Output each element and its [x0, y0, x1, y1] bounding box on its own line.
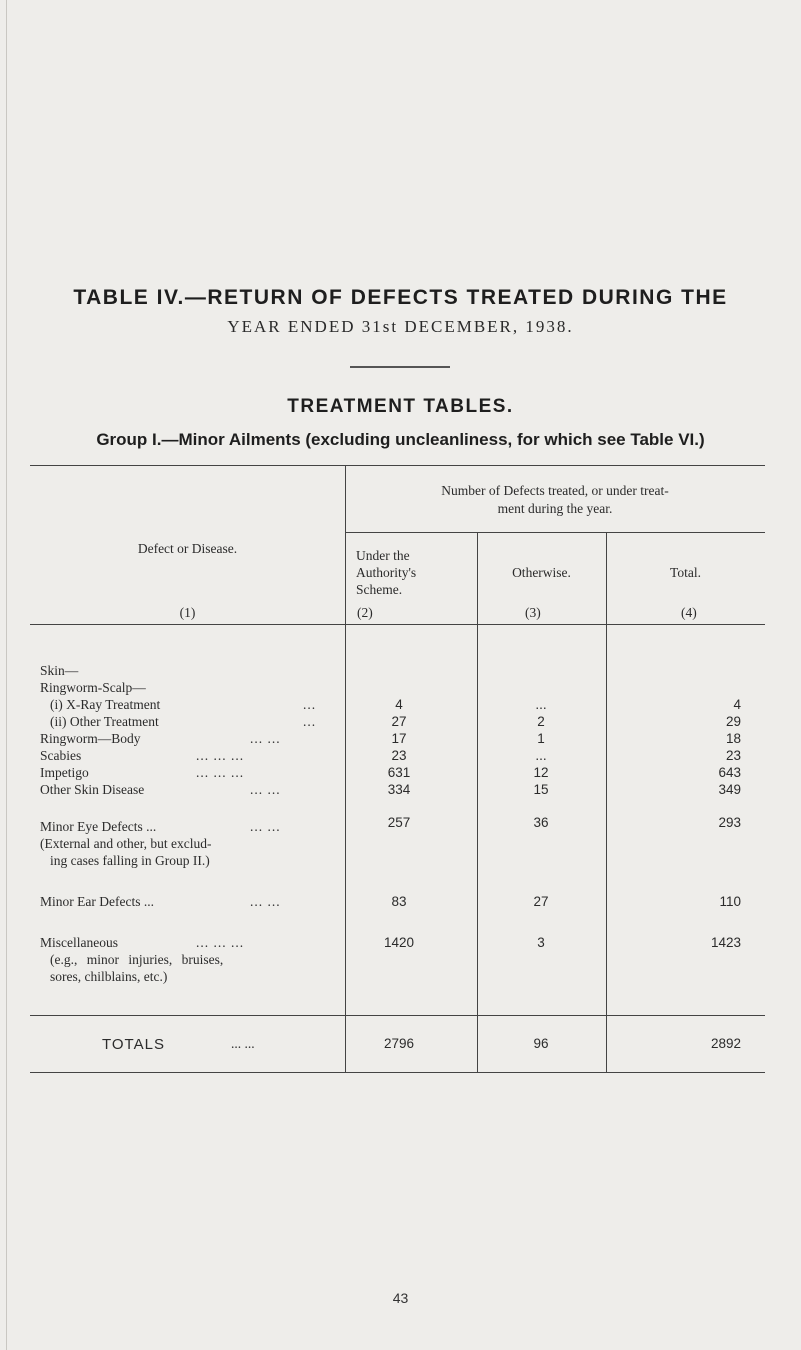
- cell-total: 23: [725, 748, 741, 763]
- leader-dots: ... ...: [231, 1036, 255, 1051]
- span-header-line-1: Number of Defects treated, or under treat-: [441, 483, 669, 498]
- leader-dots: ... ...: [250, 731, 281, 746]
- cell-otherwise: ...: [535, 748, 547, 763]
- row-label: Ringworm-Scalp—: [40, 680, 146, 695]
- cell-otherwise: 36: [533, 815, 549, 830]
- col-number-2: (2): [357, 605, 373, 620]
- col-header-otherwise: Otherwise.: [512, 565, 571, 580]
- cell-scheme: 631: [387, 765, 411, 780]
- cell-otherwise: 3: [537, 935, 545, 950]
- cell-total: 349: [718, 782, 741, 797]
- row-label: Minor Ear Defects ...: [40, 894, 154, 909]
- total-all: 2892: [710, 1036, 741, 1051]
- cell-otherwise: 1: [537, 731, 545, 746]
- group-heading: Group I.—Minor Ailments (excluding uncleanliness, for which see Table VI.): [96, 430, 705, 449]
- span-header-line-2: ment during the year.: [497, 501, 613, 516]
- cell-otherwise: ...: [535, 697, 547, 712]
- row-label: sores, chilblains, etc.): [50, 969, 168, 984]
- cell-total: 4: [733, 697, 741, 712]
- table-title-line-1: TABLE IV.—RETURN OF DEFECTS TREATED DURING THE: [73, 286, 728, 309]
- table-top-rule: [30, 465, 765, 466]
- col-divider-1: [345, 465, 346, 1072]
- cell-otherwise: 27: [533, 894, 549, 909]
- row-label: Minor Eye Defects ...: [40, 819, 157, 834]
- leader-dots: ... ...: [250, 782, 281, 797]
- row-label: Impetigo: [40, 765, 89, 780]
- cell-scheme: 83: [391, 894, 407, 909]
- col-header-total: Total.: [670, 565, 701, 580]
- cell-scheme: 27: [391, 714, 407, 729]
- row-label: Skin—: [40, 663, 79, 678]
- leader-dots: ...: [303, 714, 317, 729]
- cell-total: 643: [718, 765, 741, 780]
- leader-dots: ... ... ...: [196, 748, 245, 763]
- body-bottom-rule: [30, 1015, 765, 1016]
- row-label: (e.g., minor injuries, bruises,: [50, 952, 224, 967]
- leader-dots: ... ...: [250, 894, 281, 909]
- leader-dots: ... ... ...: [196, 765, 245, 780]
- col-divider-2: [477, 532, 478, 1072]
- cell-scheme: 23: [391, 748, 407, 763]
- col-header-scheme-line-1: Under the: [356, 548, 410, 563]
- page-number: 43: [392, 1290, 409, 1306]
- col-header-defect: Defect or Disease.: [137, 541, 238, 556]
- total-scheme: 2796: [383, 1036, 415, 1051]
- leader-dots: ...: [303, 697, 317, 712]
- leader-dots: ... ...: [250, 819, 281, 834]
- col-number-3: (3): [525, 605, 541, 620]
- col-header-scheme-line-2: Authority's: [356, 565, 417, 580]
- cell-scheme: 334: [387, 782, 411, 797]
- cell-otherwise: 2: [537, 714, 545, 729]
- table-title-line-2: YEAR ENDED 31st DECEMBER, 1938.: [227, 317, 574, 336]
- row-label: Other Skin Disease: [40, 782, 145, 797]
- header-bottom-rule: [30, 624, 765, 625]
- cell-scheme: 4: [395, 697, 403, 712]
- col-header-scheme-line-3: Scheme.: [356, 582, 403, 597]
- col-divider-3: [606, 532, 607, 1072]
- subheader-rule: [345, 532, 765, 533]
- totals-label: TOTALS: [102, 1036, 165, 1053]
- leader-dots: ... ... ...: [196, 935, 245, 950]
- row-label: Miscellaneous: [40, 935, 118, 950]
- row-label: (ii) Other Treatment: [50, 714, 159, 729]
- cell-total: 1423: [710, 935, 741, 950]
- section-heading: TREATMENT TABLES.: [287, 396, 514, 417]
- page-edge: [6, 0, 7, 1350]
- cell-scheme: 17: [391, 731, 407, 746]
- row-label: Ringworm—Body: [40, 731, 141, 746]
- cell-scheme: 257: [387, 815, 411, 830]
- cell-otherwise: 15: [533, 782, 549, 797]
- total-otherwise: 96: [533, 1036, 549, 1051]
- row-label: (External and other, but exclud-: [40, 836, 212, 851]
- title-divider: [350, 366, 450, 368]
- row-label: (i) X-Ray Treatment: [50, 697, 161, 712]
- col-number-4: (4): [681, 605, 697, 620]
- cell-total: 293: [718, 815, 741, 830]
- cell-scheme: 1420: [383, 935, 415, 950]
- col-number-1: (1): [179, 605, 196, 620]
- table-bottom-rule: [30, 1072, 765, 1073]
- cell-total: 18: [725, 731, 741, 746]
- cell-total: 29: [725, 714, 741, 729]
- cell-total: 110: [719, 894, 741, 909]
- row-label: ing cases falling in Group II.): [50, 853, 210, 868]
- cell-otherwise: 12: [533, 765, 549, 780]
- row-label: Scabies: [40, 748, 82, 763]
